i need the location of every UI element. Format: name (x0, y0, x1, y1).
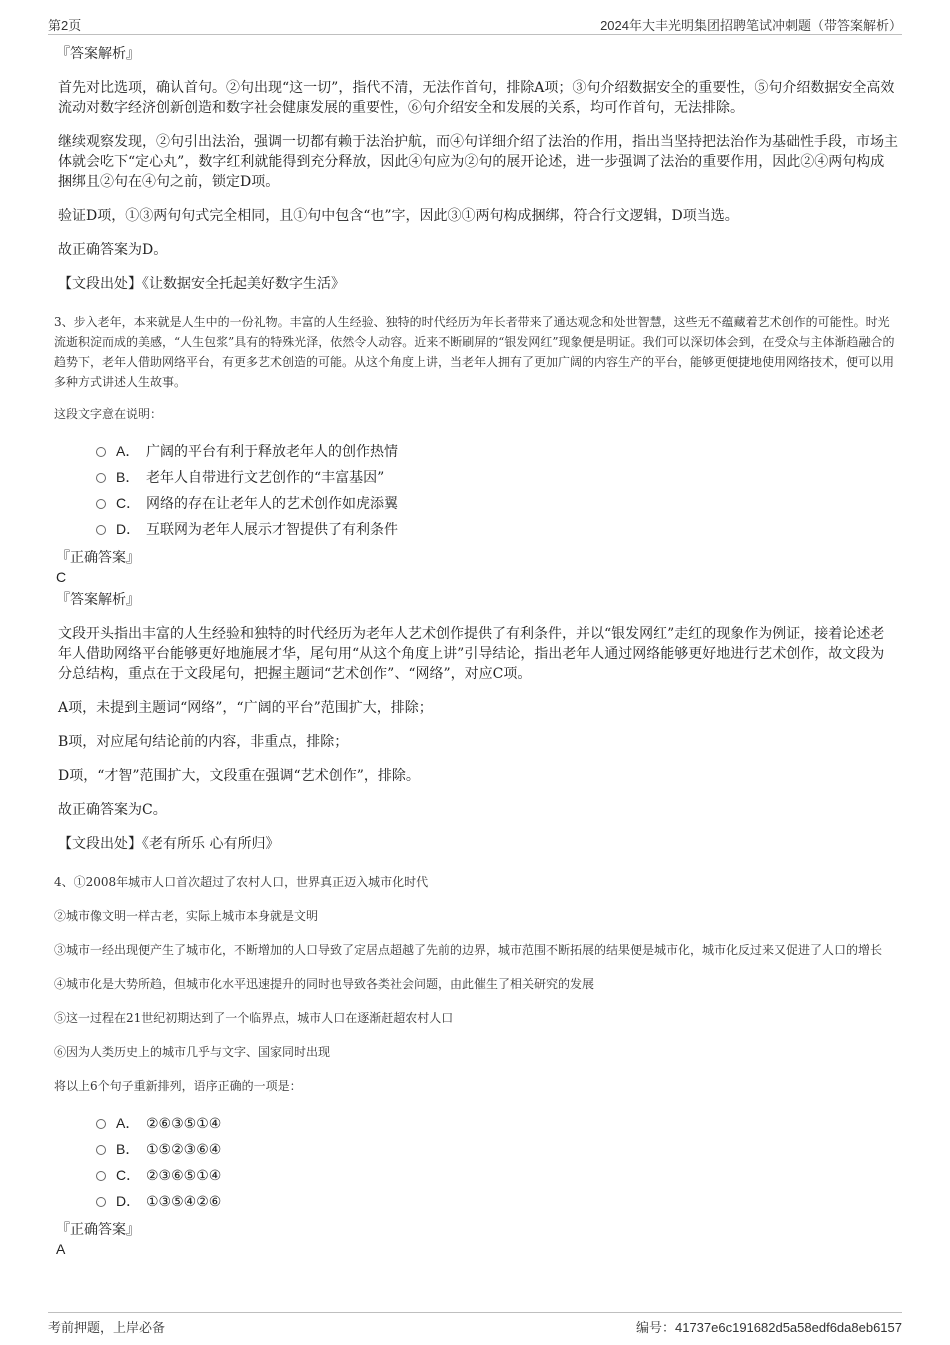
analysis-label: 『答案解析』 (56, 46, 140, 62)
option-text: 广阔的平台有利于释放老年人的创作热情 (146, 444, 398, 460)
q2-analysis-section (56, 44, 898, 294)
option-text: ①③⑤④②⑥ (146, 1194, 222, 1210)
option-b[interactable] (96, 1136, 898, 1162)
radio-button[interactable] (96, 473, 106, 483)
analysis-paragraph: A项，未提到主题词“网络”，“广阔的平台”范围扩大，排除； (58, 700, 433, 716)
correct-answer-label: 『正确答案』 (56, 1222, 140, 1238)
option-text: ①⑤②③⑥④ (146, 1142, 222, 1158)
radio-button[interactable] (96, 1171, 106, 1181)
sentence-item: ③城市一经出现便产生了城市化，不断增加的人口导致了定居点超越了先前的边界，城市范围不断拓展的结果便是城市化，城市化反过来又促进了人口的增长 (54, 943, 883, 957)
question-text: 3、步入老年，本来就是人生中的一份礼物。丰富的人生经验、独特的时代经历为年长者带来了通达观念和处世智慧，这些无不蕴藏着艺术创作的可能性。时光流逝积淀而成的美感，“人生包浆”具有的特殊光泽，依然令人动容。近来不断刷屏的“银发网红”现象便是明证。我们可以深切体会到，在受众与主体渐趋融合的趋势下，老年人借助网络平台，有更多艺术创造的可能。从这个角度上讲，当老年人拥有了更加广阔的内容生产的平台，能够更便捷地使用网络技术，便可以用多种方式讲述人生故事。 (54, 315, 895, 389)
option-list (96, 1110, 898, 1214)
correct-answer: C (56, 569, 67, 585)
option-letter: A． (116, 443, 140, 459)
analysis-paragraph: B项，对应尾句结论前的内容，非重点，排除； (58, 734, 349, 750)
option-text: 互联网为老年人展示才智提供了有利条件 (146, 522, 398, 538)
page-header (48, 12, 902, 35)
analysis-paragraph: 首先对比选项，确认首句。②句出现“这一切”，指代不清，无法作首句，排除A项；③句介绍数据安全的重要性，⑤句介绍数据安全高效流动对数字经济创新创造和数字社会健康发展的重要性，⑥句介绍安全和发展的关系，均可作首句，无法排除。 (58, 80, 895, 116)
option-a[interactable] (96, 438, 898, 464)
option-list (96, 438, 898, 542)
question-prompt: 将以上6个句子重新排列，语序正确的一项是： (54, 1079, 302, 1093)
analysis-paragraph: 故正确答案为D。 (58, 242, 168, 258)
option-text: 老年人自带进行文艺创作的“丰富基因” (146, 470, 385, 486)
document-title: 2024年大丰光明集团招聘笔试冲刺题（带答案解析） (600, 18, 902, 33)
analysis-label: 『答案解析』 (56, 592, 140, 608)
option-letter: D． (116, 1193, 141, 1209)
sentence-item: ④城市化是大势所趋，但城市化水平迅速提升的同时也导致各类社会问题，由此催生了相关研究的发展 (54, 977, 595, 991)
correct-answer: A (56, 1241, 66, 1257)
analysis-paragraph: 继续观察发现，②句引出法治，强调一切都有赖于法治护航，而④句详细介绍了法治的作用，指出当坚持把法治作为基础性手段，市场主体就会吃下“定心丸”，数字红利就能得到充分释放，因此④句应为②句的展开论述，进一步强调了法治的重要作用，因此②④两句构成捆绑且②句在④句之前，锁定D项。 (58, 134, 898, 190)
option-text: ②③⑥⑤①④ (146, 1168, 222, 1184)
question-4 (56, 872, 898, 1258)
footer-slogan: 考前押题，上岸必备 (48, 1320, 166, 1335)
sentence-item: ②城市像文明一样古老，实际上城市本身就是文明 (54, 909, 319, 923)
page-number: 第2页 (48, 18, 82, 33)
sentence-item: ⑥因为人类历史上的城市几乎与文字、国家同时出现 (54, 1045, 331, 1059)
page-content (56, 44, 898, 1262)
option-letter: B． (116, 1141, 140, 1157)
source-citation: 【文段出处】《老有所乐 心有所归》 (58, 836, 280, 852)
document-id: 编号：41737e6c191682d5a58edf6da8eb6157 (635, 1320, 902, 1335)
option-text: 网络的存在让老年人的艺术创作如虎添翼 (146, 496, 398, 512)
option-letter: C． (116, 495, 141, 511)
correct-answer-label: 『正确答案』 (56, 550, 140, 566)
question-3 (56, 312, 898, 854)
radio-button[interactable] (96, 525, 106, 535)
radio-button[interactable] (96, 499, 106, 509)
option-c[interactable] (96, 490, 898, 516)
option-d[interactable] (96, 1188, 898, 1214)
analysis-paragraph: D项，“才智”范围扩大，文段重在强调“艺术创作”，排除。 (58, 768, 420, 784)
sentence-item: ⑤这一过程在21世纪初期达到了一个临界点，城市人口在逐渐赶超农村人口 (54, 1011, 454, 1025)
option-a[interactable] (96, 1110, 898, 1136)
option-d[interactable] (96, 516, 898, 542)
page-footer (48, 1312, 902, 1335)
option-c[interactable] (96, 1162, 898, 1188)
analysis-paragraph: 验证D项，①③两句句式完全相同，且①句中包含“也”字，因此③①两句构成捆绑，符合行文逻辑，D项当选。 (58, 208, 739, 224)
option-letter: C． (116, 1167, 141, 1183)
radio-button[interactable] (96, 1119, 106, 1129)
sentence-item: 4、①2008年城市人口首次超过了农村人口，世界真正迈入城市化时代 (54, 875, 429, 889)
radio-button[interactable] (96, 447, 106, 457)
question-prompt: 这段文字意在说明： (54, 407, 163, 421)
source-citation: 【文段出处】《让数据安全托起美好数字生活》 (58, 276, 345, 292)
radio-button[interactable] (96, 1197, 106, 1207)
radio-button[interactable] (96, 1145, 106, 1155)
option-letter: D． (116, 521, 141, 537)
analysis-paragraph: 故正确答案为C。 (58, 802, 167, 818)
analysis-paragraph: 文段开头指出丰富的人生经验和独特的时代经历为老年人艺术创作提供了有利条件，并以“银发网红”走红的现象作为例证，接着论述老年人借助网络平台能够更好地施展才华，尾句用“从这个角度上讲”引导结论，指出老年人通过网络能够更好地进行艺术创作，故文段为分总结构，重点在于文段尾句，把握主题词“艺术创作”、“网络”，对应C项。 (58, 626, 885, 682)
option-b[interactable] (96, 464, 898, 490)
option-letter: A． (116, 1115, 140, 1131)
option-text: ②⑥③⑤①④ (146, 1116, 222, 1132)
option-letter: B． (116, 469, 140, 485)
